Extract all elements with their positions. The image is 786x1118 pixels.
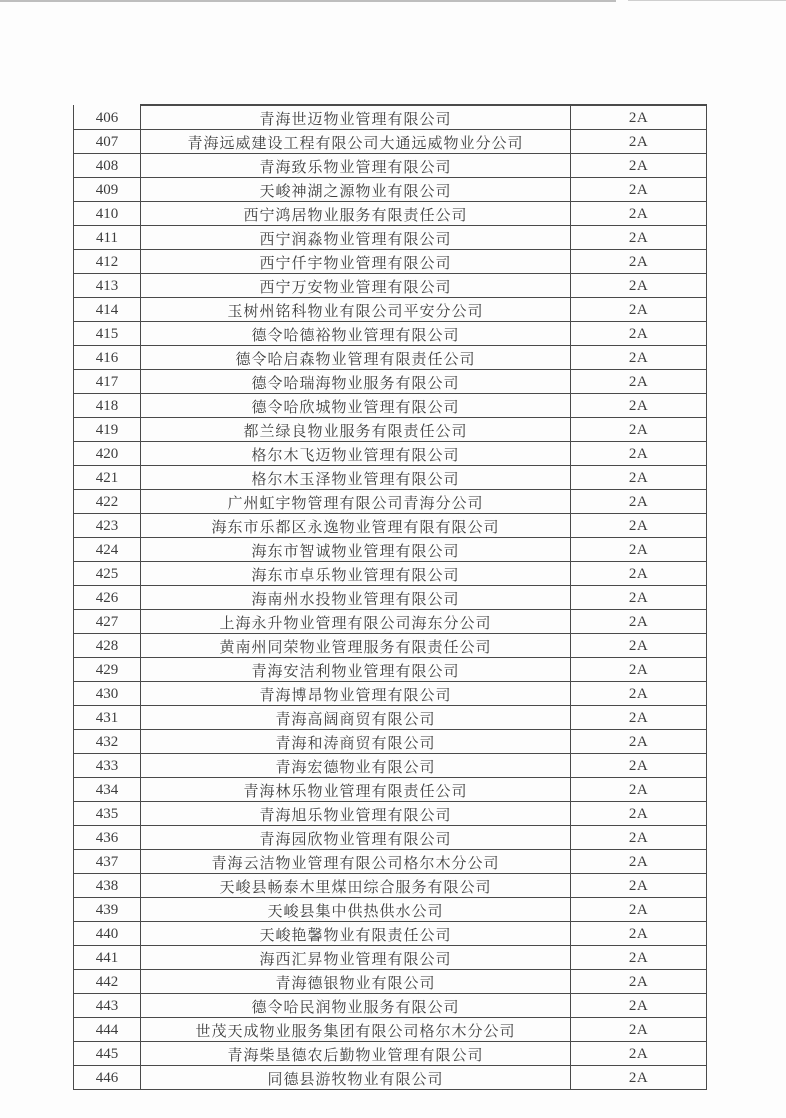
table-row bbox=[74, 874, 707, 898]
table-row bbox=[74, 586, 707, 610]
rating-cell: 2A bbox=[571, 274, 707, 298]
row-number-cell: 430 bbox=[74, 682, 141, 706]
rating-cell: 2A bbox=[571, 154, 707, 178]
rating-cell: 2A bbox=[571, 538, 707, 562]
company-name-cell: 青海德银物业有限公司 bbox=[141, 970, 571, 994]
row-number-cell: 414 bbox=[74, 298, 141, 322]
company-name-cell: 天峻县集中供热供水公司 bbox=[141, 898, 571, 922]
row-number-cell: 443 bbox=[74, 994, 141, 1018]
table-row bbox=[74, 250, 707, 274]
rating-cell: 2A bbox=[571, 946, 707, 970]
rating-cell: 2A bbox=[571, 994, 707, 1018]
table-row bbox=[74, 370, 707, 394]
rating-cell: 2A bbox=[571, 586, 707, 610]
rating-cell: 2A bbox=[571, 1066, 707, 1090]
table-row bbox=[74, 1042, 707, 1066]
rating-cell: 2A bbox=[571, 202, 707, 226]
table-row bbox=[74, 850, 707, 874]
rating-cell: 2A bbox=[571, 826, 707, 850]
row-number-cell: 432 bbox=[74, 730, 141, 754]
company-name-cell: 青海和涛商贸有限公司 bbox=[141, 730, 571, 754]
row-number-cell: 434 bbox=[74, 778, 141, 802]
company-name-cell: 青海宏德物业有限公司 bbox=[141, 754, 571, 778]
rating-cell: 2A bbox=[571, 466, 707, 490]
rating-cell: 2A bbox=[571, 394, 707, 418]
rating-cell: 2A bbox=[571, 730, 707, 754]
row-number-cell: 409 bbox=[74, 178, 141, 202]
company-name-cell: 天峻神湖之源物业有限公司 bbox=[141, 178, 571, 202]
row-number-cell: 408 bbox=[74, 154, 141, 178]
rating-cell: 2A bbox=[571, 105, 707, 130]
rating-cell: 2A bbox=[571, 226, 707, 250]
rating-cell: 2A bbox=[571, 178, 707, 202]
row-number-cell: 417 bbox=[74, 370, 141, 394]
scan-edge-artifact bbox=[0, 0, 616, 2]
row-number-cell: 410 bbox=[74, 202, 141, 226]
row-number-cell: 416 bbox=[74, 346, 141, 370]
table-row bbox=[74, 706, 707, 730]
company-name-cell: 格尔木飞迈物业管理有限公司 bbox=[141, 442, 571, 466]
table-row bbox=[74, 1066, 707, 1090]
row-number-cell: 420 bbox=[74, 442, 141, 466]
row-number-cell: 422 bbox=[74, 490, 141, 514]
row-number-cell: 433 bbox=[74, 754, 141, 778]
company-name-cell: 天峻艳馨物业有限责任公司 bbox=[141, 922, 571, 946]
company-table-body bbox=[74, 105, 707, 1090]
rating-cell: 2A bbox=[571, 898, 707, 922]
row-number-cell: 442 bbox=[74, 970, 141, 994]
row-number-cell: 406 bbox=[74, 105, 141, 130]
table-row bbox=[74, 994, 707, 1018]
rating-cell: 2A bbox=[571, 418, 707, 442]
rating-cell: 2A bbox=[571, 562, 707, 586]
company-name-cell: 世茂天成物业服务集团有限公司格尔木分公司 bbox=[141, 1018, 571, 1042]
company-name-cell: 都兰绿良物业服务有限责任公司 bbox=[141, 418, 571, 442]
rating-cell: 2A bbox=[571, 754, 707, 778]
rating-cell: 2A bbox=[571, 922, 707, 946]
company-name-cell: 西宁万安物业管理有限公司 bbox=[141, 274, 571, 298]
rating-cell: 2A bbox=[571, 970, 707, 994]
rating-cell: 2A bbox=[571, 514, 707, 538]
company-name-cell: 青海安洁利物业管理有限公司 bbox=[141, 658, 571, 682]
table-row bbox=[74, 394, 707, 418]
table-row bbox=[74, 538, 707, 562]
company-name-cell: 玉树州铭科物业有限公司平安分公司 bbox=[141, 298, 571, 322]
table-row bbox=[74, 274, 707, 298]
table-row bbox=[74, 970, 707, 994]
company-name-cell: 西宁仟宇物业管理有限公司 bbox=[141, 250, 571, 274]
table-row bbox=[74, 226, 707, 250]
company-name-cell: 海东市乐都区永逸物业管理有限有限公司 bbox=[141, 514, 571, 538]
table-row bbox=[74, 610, 707, 634]
table-row bbox=[74, 898, 707, 922]
row-number-cell: 425 bbox=[74, 562, 141, 586]
rating-cell: 2A bbox=[571, 370, 707, 394]
company-name-cell: 青海云洁物业管理有限公司格尔木分公司 bbox=[141, 850, 571, 874]
row-number-cell: 428 bbox=[74, 634, 141, 658]
table-row bbox=[74, 514, 707, 538]
company-name-cell: 青海高阔商贸有限公司 bbox=[141, 706, 571, 730]
table-row bbox=[74, 562, 707, 586]
rating-cell: 2A bbox=[571, 682, 707, 706]
company-rating-table bbox=[73, 104, 707, 1090]
row-number-cell: 424 bbox=[74, 538, 141, 562]
row-number-cell: 437 bbox=[74, 850, 141, 874]
rating-cell: 2A bbox=[571, 778, 707, 802]
rating-cell: 2A bbox=[571, 610, 707, 634]
company-name-cell: 德令哈瑞海物业服务有限公司 bbox=[141, 370, 571, 394]
table-row bbox=[74, 105, 707, 130]
rating-cell: 2A bbox=[571, 130, 707, 154]
table-row bbox=[74, 1018, 707, 1042]
rating-cell: 2A bbox=[571, 802, 707, 826]
company-name-cell: 青海博昂物业管理有限公司 bbox=[141, 682, 571, 706]
table-row bbox=[74, 298, 707, 322]
table-row bbox=[74, 946, 707, 970]
company-name-cell: 海南州水投物业管理有限公司 bbox=[141, 586, 571, 610]
rating-cell: 2A bbox=[571, 706, 707, 730]
company-name-cell: 海东市卓乐物业管理有限公司 bbox=[141, 562, 571, 586]
row-number-cell: 407 bbox=[74, 130, 141, 154]
company-name-cell: 广州虹宇物管理有限公司青海分公司 bbox=[141, 490, 571, 514]
company-name-cell: 格尔木玉泽物业管理有限公司 bbox=[141, 466, 571, 490]
table-row bbox=[74, 490, 707, 514]
table-row bbox=[74, 346, 707, 370]
table-row bbox=[74, 466, 707, 490]
row-number-cell: 427 bbox=[74, 610, 141, 634]
company-name-cell: 西宁润淼物业管理有限公司 bbox=[141, 226, 571, 250]
table-row bbox=[74, 634, 707, 658]
rating-cell: 2A bbox=[571, 490, 707, 514]
row-number-cell: 435 bbox=[74, 802, 141, 826]
rating-cell: 2A bbox=[571, 346, 707, 370]
rating-cell: 2A bbox=[571, 874, 707, 898]
rating-cell: 2A bbox=[571, 1042, 707, 1066]
table-row bbox=[74, 130, 707, 154]
row-number-cell: 441 bbox=[74, 946, 141, 970]
row-number-cell: 415 bbox=[74, 322, 141, 346]
table-row bbox=[74, 802, 707, 826]
table-row bbox=[74, 154, 707, 178]
company-name-cell: 同德县游牧物业有限公司 bbox=[141, 1066, 571, 1090]
company-name-cell: 上海永升物业管理有限公司海东分公司 bbox=[141, 610, 571, 634]
table-row bbox=[74, 922, 707, 946]
company-name-cell: 德令哈启森物业管理有限责任公司 bbox=[141, 346, 571, 370]
table-row bbox=[74, 730, 707, 754]
row-number-cell: 413 bbox=[74, 274, 141, 298]
rating-cell: 2A bbox=[571, 322, 707, 346]
row-number-cell: 426 bbox=[74, 586, 141, 610]
row-number-cell: 446 bbox=[74, 1066, 141, 1090]
company-name-cell: 青海远威建设工程有限公司大通远威物业分公司 bbox=[141, 130, 571, 154]
row-number-cell: 429 bbox=[74, 658, 141, 682]
table-row bbox=[74, 778, 707, 802]
rating-cell: 2A bbox=[571, 250, 707, 274]
row-number-cell: 421 bbox=[74, 466, 141, 490]
row-number-cell: 436 bbox=[74, 826, 141, 850]
rating-cell: 2A bbox=[571, 442, 707, 466]
company-name-cell: 海东市智诚物业管理有限公司 bbox=[141, 538, 571, 562]
table-row bbox=[74, 202, 707, 226]
table-row bbox=[74, 658, 707, 682]
company-name-cell: 德令哈民润物业服务有限公司 bbox=[141, 994, 571, 1018]
company-name-cell: 青海致乐物业管理有限公司 bbox=[141, 154, 571, 178]
rating-cell: 2A bbox=[571, 850, 707, 874]
table-row bbox=[74, 322, 707, 346]
rating-cell: 2A bbox=[571, 298, 707, 322]
company-name-cell: 德令哈德裕物业管理有限公司 bbox=[141, 322, 571, 346]
row-number-cell: 438 bbox=[74, 874, 141, 898]
row-number-cell: 439 bbox=[74, 898, 141, 922]
company-name-cell: 天峻县畅泰木里煤田综合服务有限公司 bbox=[141, 874, 571, 898]
row-number-cell: 445 bbox=[74, 1042, 141, 1066]
company-name-cell: 青海园欣物业管理有限公司 bbox=[141, 826, 571, 850]
company-name-cell: 青海柴垦德农后勤物业管理有限公司 bbox=[141, 1042, 571, 1066]
table-row bbox=[74, 682, 707, 706]
row-number-cell: 411 bbox=[74, 226, 141, 250]
table-row bbox=[74, 418, 707, 442]
company-name-cell: 海西汇昇物业管理有限公司 bbox=[141, 946, 571, 970]
row-number-cell: 418 bbox=[74, 394, 141, 418]
scan-edge-artifact bbox=[628, 0, 786, 1]
table-row bbox=[74, 442, 707, 466]
rating-cell: 2A bbox=[571, 634, 707, 658]
row-number-cell: 412 bbox=[74, 250, 141, 274]
rating-cell: 2A bbox=[571, 658, 707, 682]
rating-cell: 2A bbox=[571, 1018, 707, 1042]
row-number-cell: 444 bbox=[74, 1018, 141, 1042]
table-row bbox=[74, 178, 707, 202]
row-number-cell: 431 bbox=[74, 706, 141, 730]
row-number-cell: 440 bbox=[74, 922, 141, 946]
company-name-cell: 西宁鸿居物业服务有限责任公司 bbox=[141, 202, 571, 226]
company-name-cell: 德令哈欣城物业管理有限公司 bbox=[141, 394, 571, 418]
row-number-cell: 423 bbox=[74, 514, 141, 538]
company-name-cell: 黄南州同荣物业管理服务有限责任公司 bbox=[141, 634, 571, 658]
company-name-cell: 青海世迈物业管理有限公司 bbox=[141, 105, 571, 130]
table-row bbox=[74, 826, 707, 850]
table-row bbox=[74, 754, 707, 778]
company-name-cell: 青海旭乐物业管理有限公司 bbox=[141, 802, 571, 826]
company-name-cell: 青海林乐物业管理有限责任公司 bbox=[141, 778, 571, 802]
row-number-cell: 419 bbox=[74, 418, 141, 442]
